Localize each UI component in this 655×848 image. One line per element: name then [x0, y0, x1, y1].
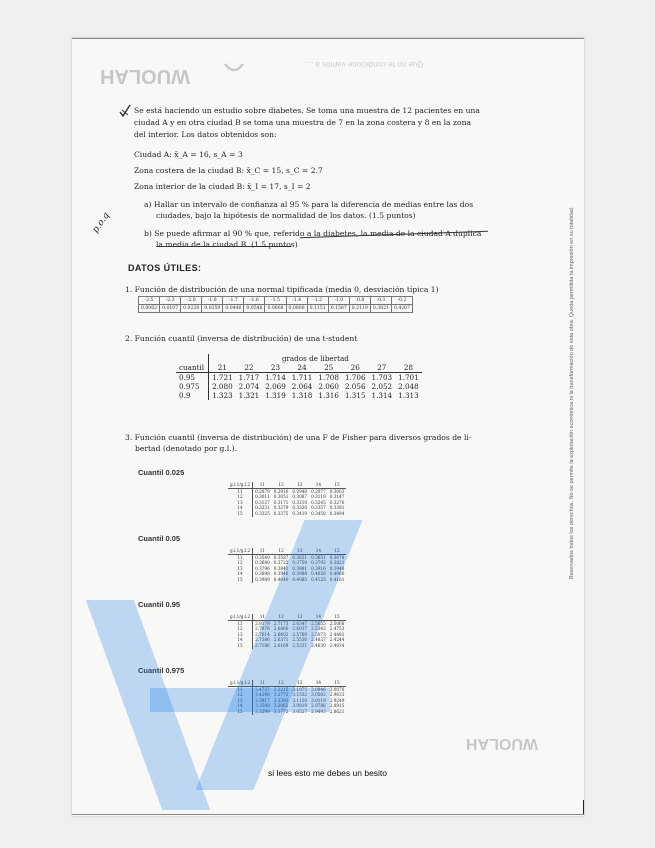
f-value-cell: 2.9633	[329, 692, 345, 698]
f-value-cell: 2.5655	[311, 620, 326, 626]
f-col-label: g.l.1/g.l.2	[228, 482, 253, 488]
f-col-header: 15	[328, 680, 347, 686]
f-value-cell: 0.2916	[273, 488, 289, 494]
footer-note: si lees esto me debes un besito	[267, 768, 388, 778]
f-row-label: 13	[228, 566, 253, 572]
f-table-heading: Cuantil 0.025	[138, 468, 185, 477]
t-value-cell: 1.313	[398, 391, 419, 400]
t-body	[176, 373, 422, 401]
watermark-text-top: Que no te condicione vamos a ...	[306, 60, 424, 69]
t-quantile-cell: 0.975	[176, 382, 209, 391]
t-value-cell: 1.316	[318, 391, 339, 400]
f-row-label: 11	[228, 488, 253, 494]
t-value-cell: 1.717	[238, 373, 260, 382]
f-row-label: 14	[228, 637, 253, 643]
normal-p-row	[139, 305, 413, 313]
t-value-cell: 1.323	[212, 391, 233, 400]
f-col-header: 11	[253, 614, 272, 620]
t-value-cell: 1.314	[371, 391, 393, 400]
f-value-cell: 0.4161	[329, 576, 345, 582]
t-df-cell: 25	[315, 363, 342, 373]
f-row-label: 12	[228, 560, 253, 566]
normal-z-cell: -2.3	[160, 297, 181, 305]
f-value-cell: 0.3231	[255, 505, 270, 511]
f-value-cell: 2.8179	[255, 620, 270, 626]
t-value-cell: 2.074	[238, 382, 260, 391]
f-value-cell: 2.5331	[292, 642, 308, 648]
f-col-label: g.l.1/g.l.2	[228, 548, 253, 554]
f-value-cell: 3.0819	[292, 703, 308, 709]
f-col-header: 15	[328, 482, 347, 488]
f-value-cell: 2.9249	[329, 697, 345, 703]
f-col-label: g.l.1/g.l.2	[228, 680, 253, 686]
normal-z-cell: -1.2	[307, 297, 328, 305]
f-value-cell: 0.3011	[255, 494, 270, 500]
t-table-title: 2. Función cuantil (inversa de distribución) de una t-student	[125, 334, 358, 343]
f-value-cell: 0.3722	[273, 560, 289, 566]
f-value-cell: 2.9786	[311, 703, 326, 709]
t-value-cell: 1.714	[265, 373, 286, 382]
f-value-cell: 2.4753	[329, 626, 345, 632]
f-value-cell: 2.6602	[273, 631, 289, 637]
normal-z-cell: -0.8	[349, 297, 370, 305]
t-df-cell: 24	[289, 363, 316, 373]
f-value-cell: 0.4040	[273, 576, 289, 582]
f-value-cell: 0.3988	[292, 571, 308, 577]
f-value-cell: 3.2773	[273, 692, 289, 698]
t-value-cell: 1.703	[371, 373, 393, 382]
f-value-cell: 0.3357	[311, 505, 326, 511]
f-col-header: 14	[309, 680, 328, 686]
f-row-label: 13	[228, 698, 253, 704]
f-col-header: 11	[253, 482, 272, 488]
f-table-title-line2: bertad (denotado por g.l.).	[135, 444, 238, 453]
normal-z-cell: -1.0	[328, 297, 349, 305]
t-value-cell: 1.315	[344, 391, 366, 400]
f-value-cell: 0.3587	[273, 554, 289, 560]
f-value-cell: 3.0078	[329, 686, 345, 692]
f-value-cell: 0.3916	[311, 565, 326, 571]
f-value-cell: 2.4837	[311, 637, 326, 643]
smile-icon	[222, 60, 246, 78]
problem-intro-line2: ciudad A y en otra ciudad B se toma una muestra de 7 en la zona costera y 8 en la zona	[134, 118, 471, 127]
f-value-cell: 0.3796	[255, 565, 270, 571]
f-value-cell: 0.3792	[311, 560, 326, 566]
f-value-cell: 0.3759	[292, 560, 308, 566]
f-value-cell: 3.0946	[311, 686, 326, 692]
f-row-label: 14	[228, 571, 253, 577]
f-col-header: 14	[309, 548, 328, 554]
f-value-cell: 0.4125	[311, 576, 326, 582]
t-value-cell: 1.708	[318, 373, 339, 382]
f-table	[228, 482, 346, 517]
f-row-label: 14	[228, 703, 253, 709]
datos-utiles-heading: DATOS ÚTILES:	[128, 263, 202, 273]
bottom-divider	[72, 814, 584, 815]
f-value-cell: 0.3678	[329, 554, 345, 560]
t-col-cuantil: cuantil	[176, 363, 209, 373]
f-value-cell: 2.4481	[329, 631, 345, 637]
copyright-sidebar	[562, 140, 575, 660]
normal-p-cell: 0.0446	[223, 305, 244, 313]
t-row	[176, 373, 422, 383]
f-value-cell: 0.3127	[255, 499, 270, 505]
f-value-cell: 0.3147	[329, 494, 345, 500]
f-value-cell: 0.3325	[255, 510, 270, 516]
f-value-cell: 2.6371	[273, 637, 289, 643]
normal-p-cell: 0.0808	[286, 305, 307, 313]
f-value-cell: 0.3948	[329, 565, 345, 571]
normal-table-title: 1. Función de distribución de una normal tipificada (media 0, desviación típica 1)	[125, 285, 439, 294]
f-value-cell: 2.6866	[273, 626, 289, 632]
normal-z-cell: -1.4	[286, 297, 307, 305]
f-col-label: g.l.1/g.l.2	[228, 614, 253, 620]
f-value-cell: 0.3989	[255, 576, 270, 582]
f-value-cell: 0.3621	[292, 554, 308, 560]
f-value-cell: 0.3946	[273, 571, 289, 577]
f-col-header: 15	[328, 548, 347, 554]
f-value-cell: 0.3419	[292, 510, 308, 516]
t-value-cell: 2.064	[291, 382, 313, 391]
normal-z-cell: -2.0	[181, 297, 202, 305]
f-value-cell: 0.3276	[329, 499, 345, 505]
f-row-label: 11	[228, 686, 253, 692]
t-df-cell: 27	[369, 363, 396, 373]
f-value-cell: 0.4026	[311, 571, 326, 577]
wuolah-logo-bottom: WUOLAH	[466, 735, 538, 752]
f-value-cell: 2.5769	[292, 631, 308, 637]
f-row-label: 15	[228, 643, 253, 649]
f-value-cell: 0.2948	[292, 488, 308, 494]
f-value-cell: 0.4085	[292, 576, 308, 582]
normal-p-cell: 0.0359	[202, 305, 223, 313]
f-value-cell: 2.9493	[311, 708, 326, 714]
normal-z-cell: -0.2	[391, 297, 412, 305]
strike-line-b2	[156, 246, 291, 247]
f-value-cell: 2.4630	[311, 642, 326, 648]
normal-p-cell: 0.0548	[244, 305, 265, 313]
page-corner-mark	[583, 800, 584, 814]
wuolah-logo-top: WUOLAH	[100, 65, 190, 87]
f-value-cell: 2.4034	[329, 642, 345, 648]
f-value-cell: 2.7386	[255, 637, 270, 643]
normal-p-cell: 0.0668	[265, 305, 286, 313]
f-value-cell: 0.2879	[255, 488, 270, 494]
f-value-cell: 0.3320	[292, 505, 308, 511]
f-value-cell: 2.7876	[255, 626, 270, 632]
normal-p-cell: 0.0062	[139, 305, 160, 313]
f-value-cell: 0.3391	[329, 505, 345, 511]
f-value-cell: 2.4244	[329, 637, 345, 643]
t-row	[176, 382, 422, 391]
f-value-cell: 0.3119	[311, 494, 326, 500]
problem-intro-line1: Se está haciendo un estudio sobre diabetes. Se toma una muestra de 12 pacientes en una	[134, 106, 480, 115]
f-value-cell: 0.3087	[292, 494, 308, 500]
normal-z-row	[139, 297, 413, 305]
f-value-cell: 2.8915	[329, 703, 345, 709]
t-value-cell: 2.060	[318, 382, 339, 391]
t-value-cell: 1.319	[265, 391, 286, 400]
city-b-interior-data: Zona interior de la ciudad B: x̄_I = 17, s_I = 2	[134, 182, 311, 191]
f-value-cell: 2.6169	[273, 642, 289, 648]
normal-z-cell: -1.5	[265, 297, 286, 305]
t-value-cell: 1.321	[238, 391, 260, 400]
f-table-title-line1: 3. Función cuantil (inversa de distribución) de una F de Fisher para diversos grados de li-	[125, 433, 472, 442]
f-table-heading: Cuantil 0.95	[138, 600, 181, 609]
t-quantile-cell: 0.9	[176, 391, 209, 400]
t-value-cell: 1.701	[398, 373, 419, 382]
f-value-cell: 2.6037	[292, 626, 308, 632]
f-value-cell: 0.3210	[292, 499, 308, 505]
normal-z-cell: -2.5	[139, 297, 160, 305]
f-table-heading: Cuantil 0.975	[138, 666, 185, 675]
t-df-cell: 22	[236, 363, 263, 373]
f-value-cell: 3.4737	[255, 686, 270, 692]
f-value-cell: 3.3215	[273, 686, 289, 692]
f-row-label: 13	[228, 500, 253, 506]
f-value-cell: 3.3588	[255, 703, 270, 709]
f-value-cell: 0.3549	[255, 554, 270, 560]
t-value-cell: 1.706	[344, 373, 366, 382]
normal-p-cell: 0.2119	[349, 305, 370, 313]
normal-z-cell: -1.6	[244, 297, 265, 305]
f-value-cell: 3.3299	[255, 708, 270, 714]
t-df-cell: 23	[262, 363, 289, 373]
watermark-shape-bar	[150, 688, 330, 712]
t-value-cell: 2.069	[265, 382, 286, 391]
normal-p-cell: 0.0228	[181, 305, 202, 313]
t-value-cell: 2.052	[371, 382, 393, 391]
f-row-label: 12	[228, 626, 253, 632]
f-col-header: 12	[272, 614, 291, 620]
f-row-label: 15	[228, 577, 253, 583]
t-value-cell: 1.318	[291, 391, 313, 400]
part-a-line1: a) Hallar un intervalo de confianza al 95 % para la diferencia de medias entre las dos	[144, 200, 474, 209]
f-col-header: 14	[309, 482, 328, 488]
normal-p-cell: 0.3821	[370, 305, 391, 313]
f-value-cell: 3.2393	[273, 697, 289, 703]
f-value-cell: 0.3494	[329, 510, 345, 516]
f-col-header: 13	[290, 680, 309, 686]
normal-p-cell: 0.0107	[160, 305, 181, 313]
f-value-cell: 0.2977	[311, 488, 326, 494]
f-value-cell: 3.2062	[273, 703, 289, 709]
f-value-cell: 2.7614	[255, 631, 270, 637]
t-quantile-cell: 0.95	[176, 373, 209, 383]
normal-z-cell: -1.8	[202, 297, 223, 305]
f-value-cell: 3.4296	[255, 692, 270, 698]
f-col-header: 14	[309, 614, 328, 620]
f-value-cell: 0.3279	[273, 505, 289, 511]
f-value-cell: 0.3245	[311, 499, 326, 505]
f-col-header: 12	[272, 482, 291, 488]
copyright-text: Reservados todos los derechos. No se permite la explotación económica ni la transformación de esta obra. Queda permitida la impresión en su totalidad.	[569, 206, 575, 580]
top-divider	[72, 38, 584, 39]
f-value-cell: 0.3003	[329, 488, 345, 494]
normal-p-cell: 0.4207	[391, 305, 412, 313]
f-value-cell: 2.7186	[255, 642, 270, 648]
t-df-cell: 28	[395, 363, 422, 373]
f-value-cell: 3.1975	[292, 686, 308, 692]
f-value-cell: 0.3171	[273, 499, 289, 505]
t-value-cell: 2.056	[344, 382, 366, 391]
t-student-table	[176, 354, 422, 400]
f-row-label: 12	[228, 692, 253, 698]
f-value-cell: 0.3375	[273, 510, 289, 516]
normal-z-cell: -0.3	[370, 297, 391, 305]
city-a-data: Ciudad A: x̄_A = 16, s_A = 3	[134, 150, 243, 159]
city-b-coast-data: Zona costera de la ciudad B: x̄_C = 15, s_C = 2.7	[134, 166, 323, 175]
f-value-cell: 0.4060	[329, 571, 345, 577]
f-value-cell: 0.3821	[329, 560, 345, 566]
part-b-line1: b) Se puede afirmar al 90 % que, referido a la diabetes, la media de la ciudad A duplica	[144, 229, 482, 238]
f-value-cell: 2.5342	[311, 626, 326, 632]
f-value-cell: 2.6347	[292, 620, 308, 626]
normal-z-cell: -1.7	[223, 297, 244, 305]
f-col-header: 12	[272, 548, 291, 554]
f-table-heading: Cuantil 0.05	[138, 534, 181, 543]
t-df-cell: 26	[342, 363, 369, 373]
f-row-label: 15	[228, 709, 253, 715]
f-col-header: 13	[290, 482, 309, 488]
f-col-header: 15	[328, 614, 347, 620]
f-value-cell: 3.1532	[292, 692, 308, 698]
f-row-label: 15	[228, 511, 253, 517]
t-row	[176, 391, 422, 400]
t-value-cell: 2.080	[212, 382, 233, 391]
f-row-label: 13	[228, 632, 253, 638]
f-value-cell: 3.1150	[292, 697, 308, 703]
f-col-header: 11	[253, 680, 272, 686]
part-b-line2: la media de la ciudad B. (1.5 puntos)	[156, 240, 298, 249]
handwritten-note: p.o.q	[90, 210, 112, 236]
f-value-cell: 3.0502	[311, 692, 326, 698]
t-value-cell: 1.721	[212, 373, 233, 382]
normal-p-cell: 0.1151	[307, 305, 328, 313]
f-value-cell: 0.3458	[311, 510, 326, 516]
f-col-header: 11	[253, 548, 272, 554]
f-value-cell: 0.3651	[311, 554, 326, 560]
t-value-cell: 2.048	[398, 382, 419, 391]
f-row-label: 11	[228, 554, 253, 560]
f-value-cell: 0.3680	[255, 560, 270, 566]
f-value-cell: 3.3917	[255, 697, 270, 703]
f-col-header: 12	[272, 680, 291, 686]
f-value-cell: 0.3051	[273, 494, 289, 500]
t-value-cell: 1.711	[291, 373, 313, 382]
normal-table	[138, 296, 413, 313]
f-value-cell: 0.3881	[292, 565, 308, 571]
normal-p-cell: 0.1587	[328, 305, 349, 313]
f-col-header: 13	[290, 614, 309, 620]
problem-intro-line3: del interior. Los datos obtenidos son:	[134, 130, 277, 139]
f-value-cell: 0.3898	[255, 571, 270, 577]
f-value-cell: 3.1772	[273, 708, 289, 714]
f-row	[228, 511, 346, 517]
f-value-cell: 2.5536	[292, 637, 308, 643]
f-value-cell: 2.5068	[329, 620, 345, 626]
checkmark-icon	[118, 103, 132, 119]
f-value-cell: 2.5073	[311, 631, 326, 637]
t-header-row	[176, 363, 422, 373]
t-header-label: grados de libertad	[281, 354, 349, 363]
f-value-cell: 2.7173	[273, 620, 289, 626]
f-value-cell: 3.0527	[292, 708, 308, 714]
f-value-cell: 2.8621	[329, 708, 345, 714]
f-value-cell: 0.3841	[273, 565, 289, 571]
f-row-label: 12	[228, 494, 253, 500]
f-row-label: 11	[228, 620, 253, 626]
t-df-cell: 21	[209, 363, 236, 373]
f-row-label: 14	[228, 505, 253, 511]
part-a-line2: ciudades, bajo la hipótesis de normalidad de los datos. (1.5 puntos)	[156, 211, 416, 220]
f-col-header: 13	[290, 548, 309, 554]
f-value-cell: 3.0119	[311, 697, 326, 703]
